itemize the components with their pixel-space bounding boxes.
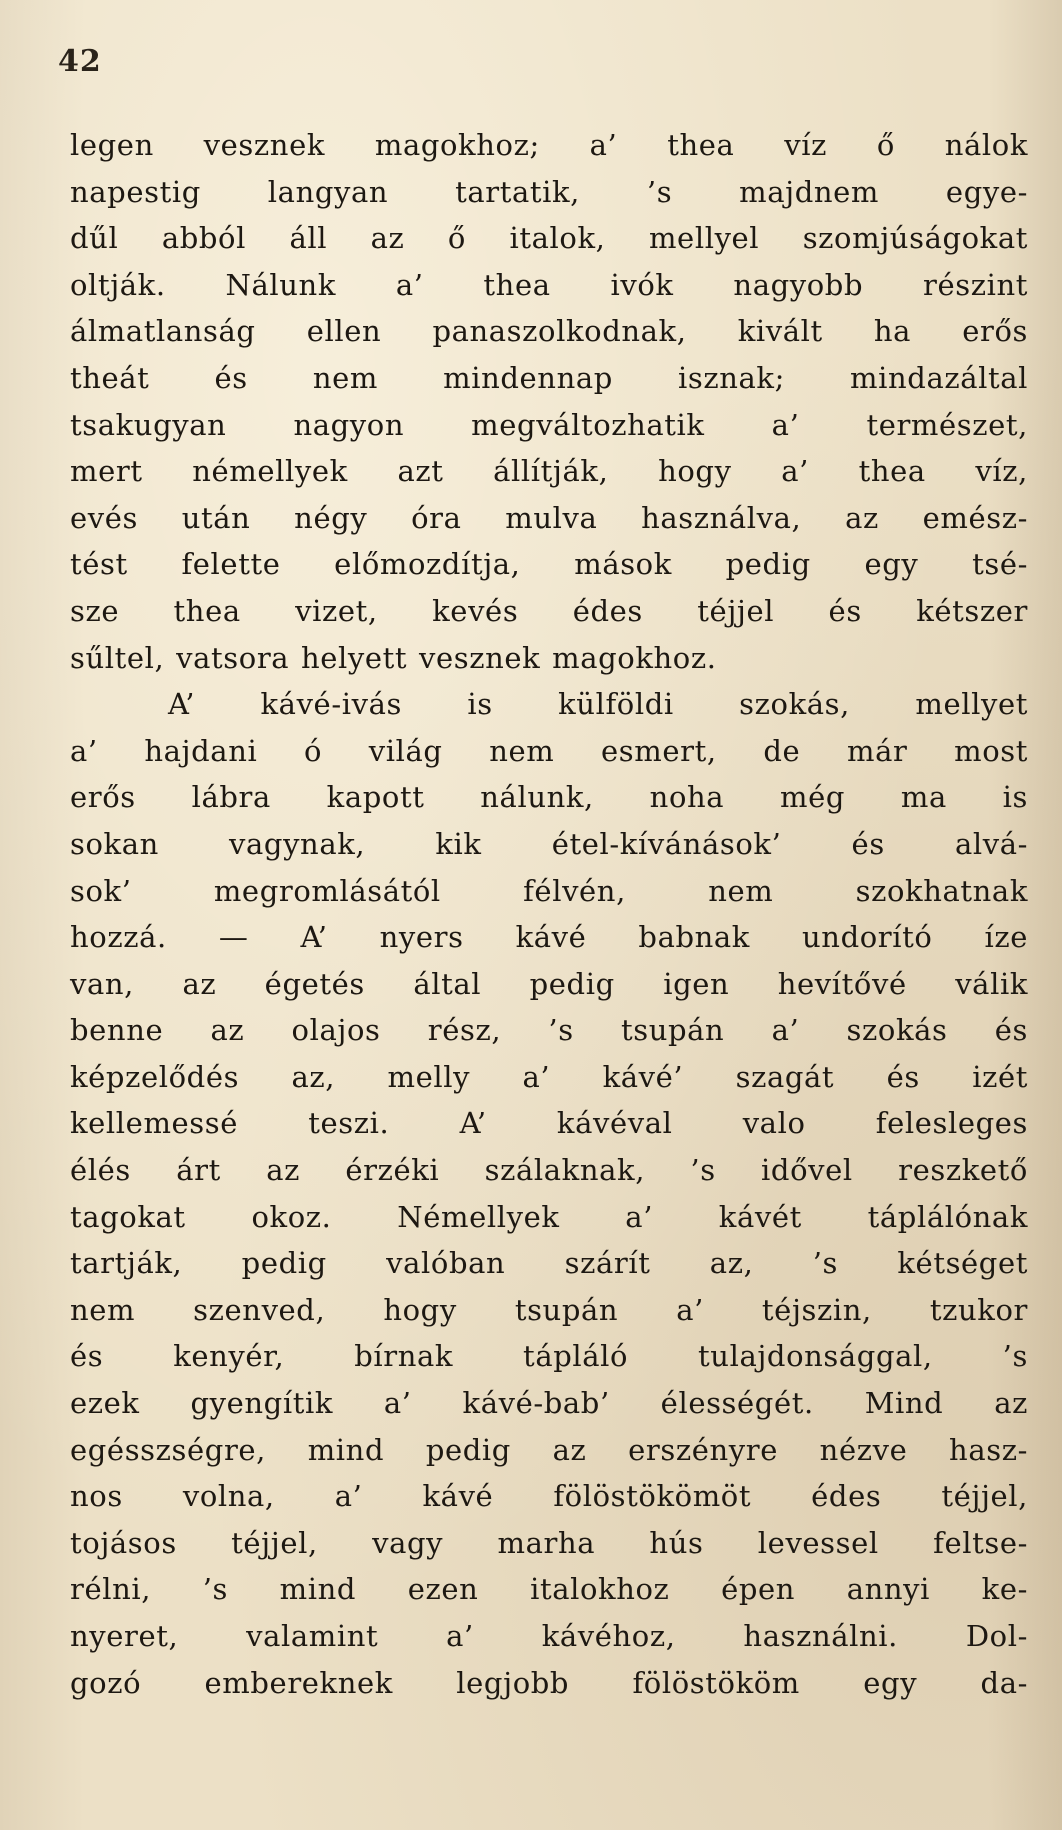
text-line: egésszségre, mind pedig az erszényre nézve hasz- <box>70 1432 1028 1467</box>
text-line: tojásos téjjel, vagy marha hús levessel feltse- <box>70 1525 1028 1560</box>
text-line: tagokat okoz. Némellyek a’ kávét táplálónak <box>70 1199 1028 1234</box>
text-line: sűltel, vatsora helyett vesznek magokhoz. <box>70 640 717 675</box>
text-line: gozó embereknek legjobb fölöstököm egy da- <box>70 1665 1028 1700</box>
text-line: evés után négy óra mulva használva, az emész- <box>70 500 1028 535</box>
text-line: oltják. Nálunk a’ thea ivók nagyobb részint <box>70 267 1028 302</box>
text-line: élés árt az érzéki szálaknak, ’s idővel reszkető <box>70 1153 1028 1188</box>
text-line: sok’ megromlásától félvén, nem szokhatnak <box>70 873 1028 908</box>
paragraph-first-line: A’ kávé-ivás is külföldi szokás, mellyet <box>168 687 1028 722</box>
text-line: képzelődés az, melly a’ kávé’ szagát és izét <box>70 1059 1028 1094</box>
page-number: 42 <box>58 44 102 79</box>
text-line: ezek gyengítik a’ kávé-bab’ élességét. Mind az <box>70 1386 1028 1421</box>
text-line: legen vesznek magokhoz; a’ thea víz ő nálok <box>70 128 1028 162</box>
text-line: van, az égetés által pedig igen hevítővé válik <box>70 966 1028 1001</box>
text-line: tartják, pedig valóban szárít az, ’s kétséget <box>70 1246 1028 1281</box>
text-line: sokan vagynak, kik étel-kívánások’ és alvá- <box>70 826 1028 861</box>
body-text <box>70 122 1028 1706</box>
text-line: tést felette előmozdítja, mások pedig egy tsé- <box>70 547 1028 582</box>
text-line: dűl abból áll az ő italok, mellyel szomjúságokat <box>70 221 1028 256</box>
text-line: napestig langyan tartatik, ’s majdnem egye- <box>70 174 1028 209</box>
text-line: erős lábra kapott nálunk, noha még ma is <box>70 780 1028 815</box>
text-line: álmatlanság ellen panaszolkodnak, kivált ha erős <box>70 314 1028 349</box>
text-line: hozzá. — A’ nyers kávé babnak undorító íze <box>70 920 1028 955</box>
text-line: sze thea vizet, kevés édes téjjel és kétszer <box>70 593 1028 628</box>
text-line: és kenyér, bírnak tápláló tulajdonsággal, ’s <box>70 1339 1028 1374</box>
text-line: theát és nem mindennap isznak; mindazáltal <box>70 360 1028 395</box>
text-line: nos volna, a’ kávé fölöstökömöt édes téjjel, <box>70 1479 1028 1514</box>
text-line: a’ hajdani ó világ nem esmert, de már most <box>70 733 1028 768</box>
text-line: benne az olajos rész, ’s tsupán a’ szokás és <box>70 1013 1028 1048</box>
text-line: mert némellyek azt állítják, hogy a’ thea víz, <box>70 454 1028 489</box>
text-line: nem szenved, hogy tsupán a’ téjszin, tzukor <box>70 1292 1028 1327</box>
text-line: nyeret, valamint a’ kávéhoz, használni. Dol- <box>70 1619 1028 1653</box>
text-line: tsakugyan nagyon megváltozhatik a’ természet, <box>70 407 1028 442</box>
text-line: kellemessé teszi. A’ kávéval valo felesleges <box>70 1106 1028 1141</box>
text-line: rélni, ’s mind ezen italokhoz épen annyi ke- <box>70 1572 1028 1607</box>
